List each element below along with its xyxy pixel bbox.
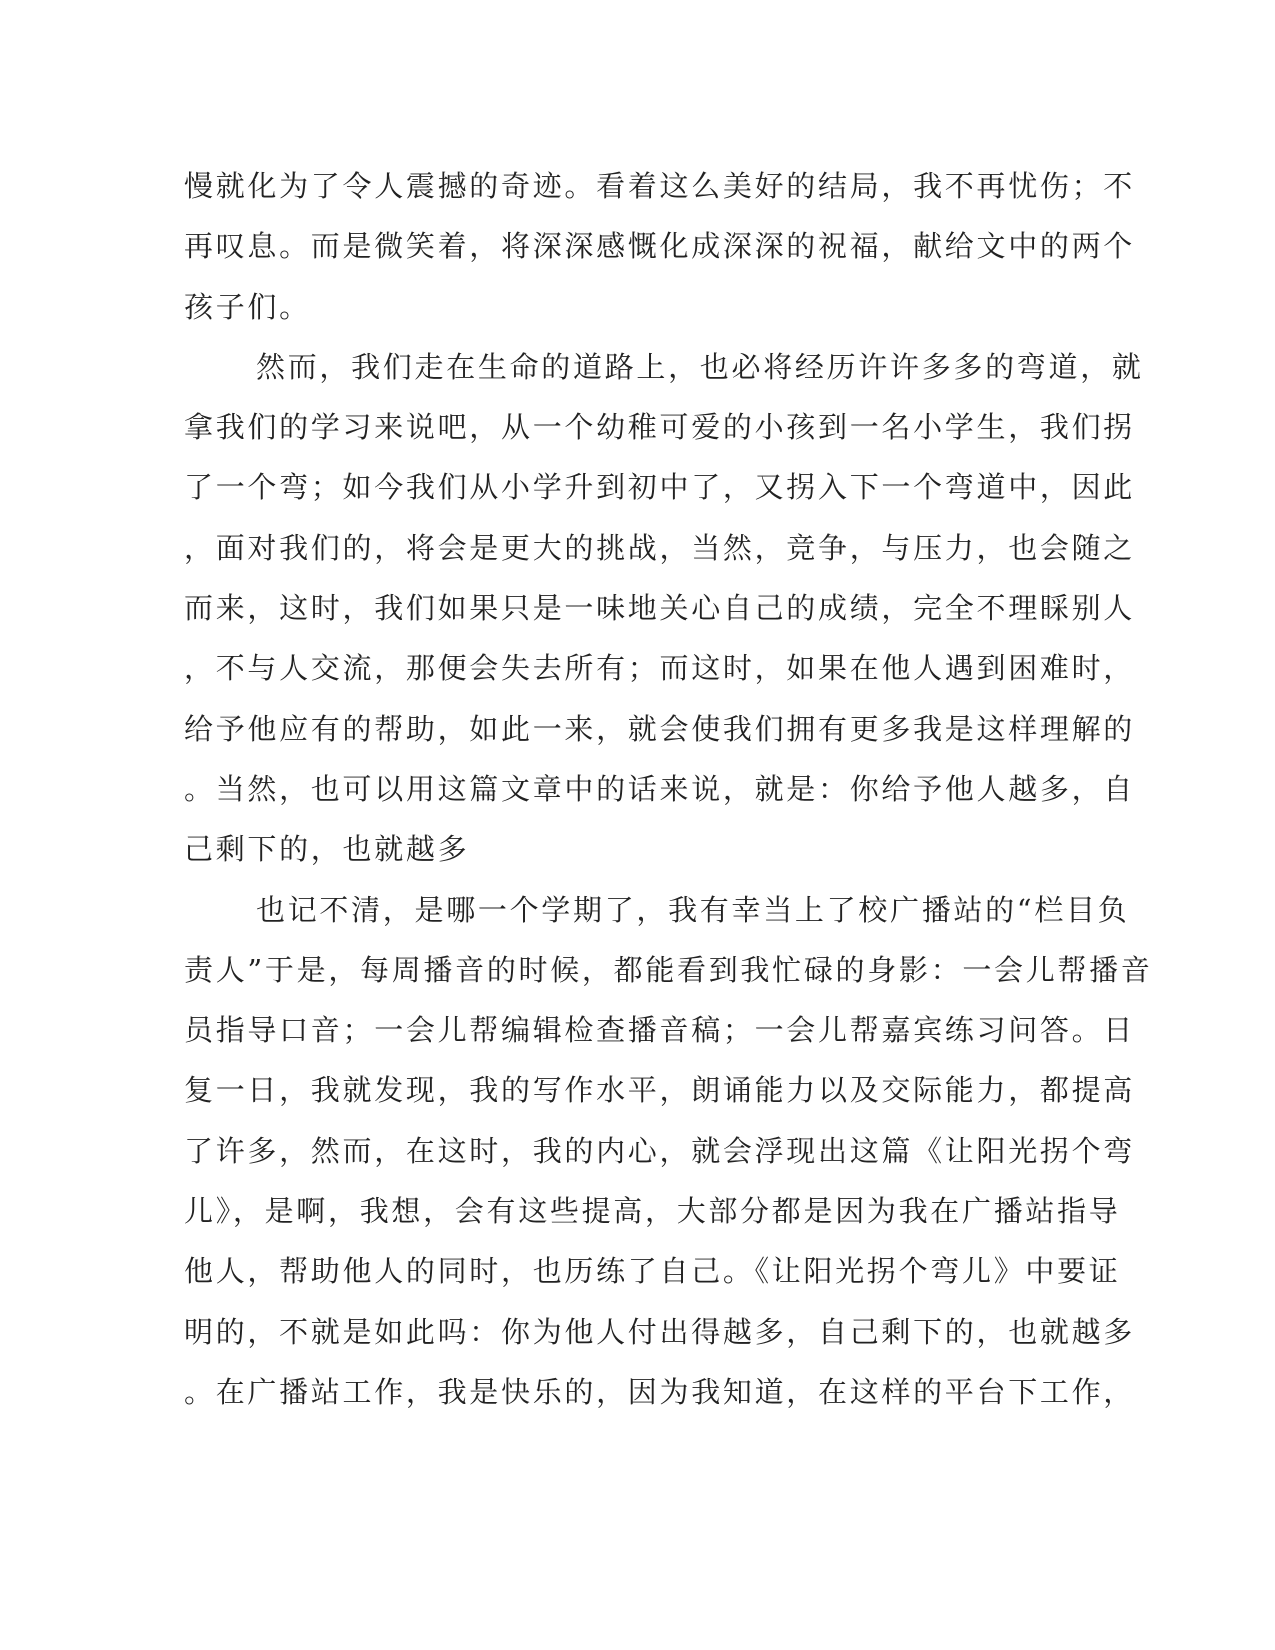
text-line: 然而，我们走在生命的道路上，也必将经历许许多多的弯道，就 (256, 349, 1144, 384)
text-line: 他人，帮助他人的同时，也历练了自己。《让阳光拐个弯儿》中要证 (184, 1254, 1121, 1289)
text-line: 儿》，是啊，我想，会有这些提高，大部分都是因为我在广播站指导 (184, 1194, 1121, 1229)
text-line: 员指导口音；一会儿帮编辑检查播音稿；一会儿帮嘉宾练习问答。日 (184, 1013, 1136, 1048)
paragraph-1 (184, 156, 1136, 337)
text-line: 了许多，然而，在这时，我的内心，就会浮现出这篇《让阳光拐个弯 (184, 1133, 1136, 1168)
text-line: 复一日，我就发现，我的写作水平，朗诵能力以及交际能力，都提高 (184, 1073, 1136, 1108)
text-line: 慢就化为了令人震撼的奇迹。看着这么美好的结局，我不再忧伤；不 (184, 169, 1136, 203)
document-body (184, 156, 1153, 1422)
text-line: 拿我们的学习来说吧，从一个幼稚可爱的小孩到一名小学生，我们拐 (184, 410, 1136, 445)
text-line: 而来，这时，我们如果只是一味地关心自己的成绩，完全不理睬别人 (184, 591, 1136, 626)
text-line: 明的，不就是如此吗：你为他人付出得越多，自己剩下的，也就越多 (184, 1314, 1136, 1349)
text-line: 孩子们。 (184, 289, 311, 324)
text-line: ，面对我们的，将会是更大的挑战，当然，竞争，与压力，也会随之 (184, 530, 1136, 565)
text-line: 了一个弯；如今我们从小学升到初中了，又拐入下一个弯道中，因此 (184, 470, 1136, 505)
text-line: 。在广播站工作，我是快乐的，因为我知道，在这样的平台下工作， (184, 1374, 1136, 1409)
text-line: 再叹息。而是微笑着，将深深感慨化成深深的祝福，献给文中的两个 (184, 229, 1136, 264)
paragraph-3 (184, 880, 1153, 1423)
text-line: 己剩下的，也就越多 (184, 832, 470, 867)
text-line: 责人”于是，每周播音的时候，都能看到我忙碌的身影：一会儿帮播音 (184, 952, 1153, 987)
text-line: ，不与人交流，那便会失去所有；而这时，如果在他人遇到困难时， (184, 651, 1136, 686)
text-line: 。当然，也可以用这篇文章中的话来说，就是：你给予他人越多，自 (184, 771, 1136, 806)
text-line: 也记不清，是哪一个学期了，我有幸当上了校广播站的“栏目负 (256, 892, 1130, 927)
text-line: 给予他应有的帮助，如此一来，就会使我们拥有更多我是这样理解的 (184, 711, 1136, 746)
paragraph-2 (184, 337, 1144, 880)
